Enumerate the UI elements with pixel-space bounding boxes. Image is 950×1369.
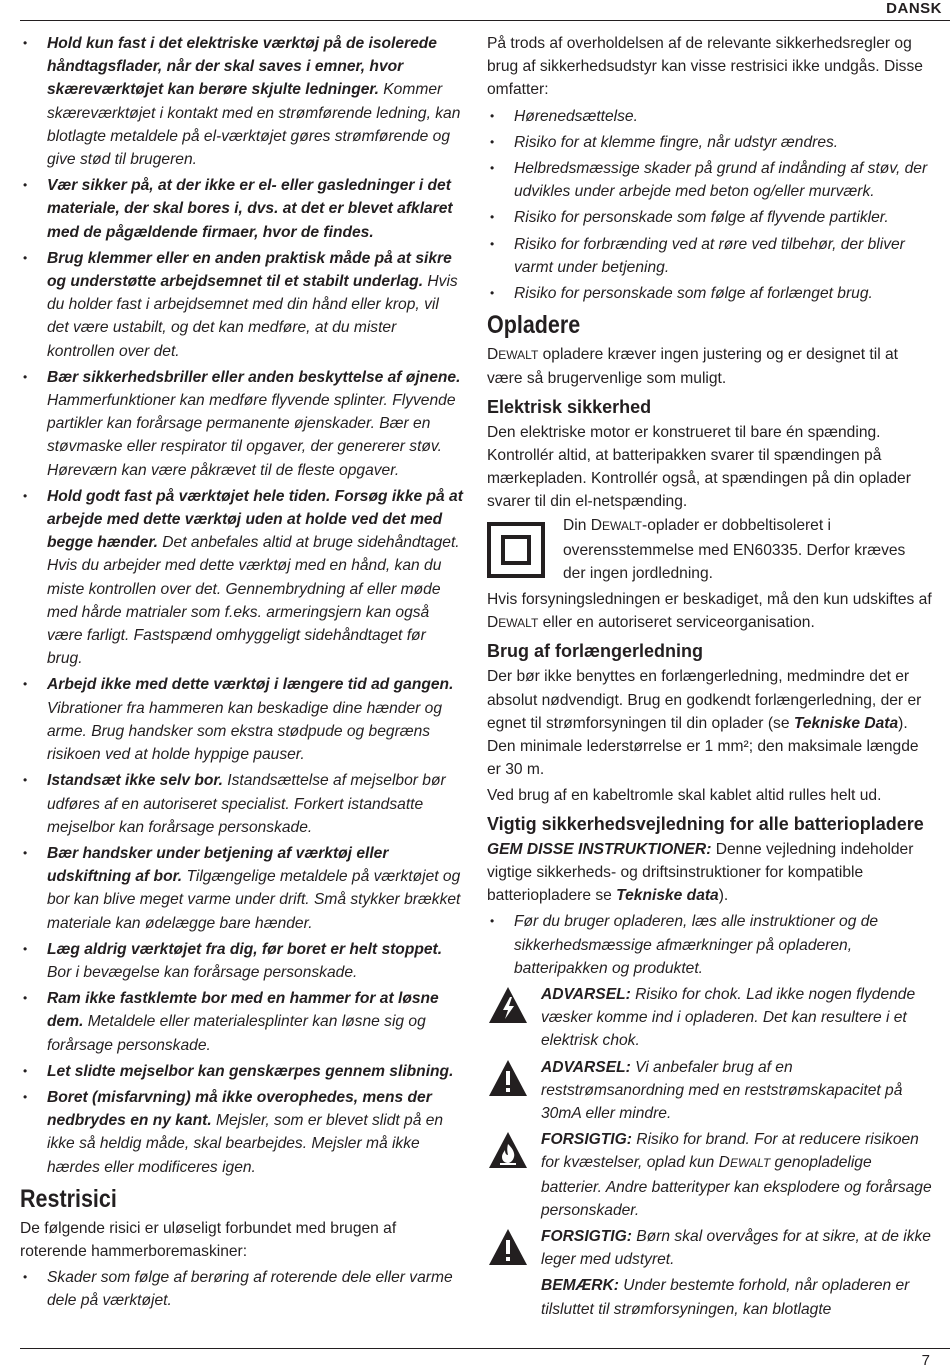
list-item: • Bær sikkerhedsbriller eller anden beskyttelse af øjnene. Hammerfunktioner kan medføre flyvende splinter. Flyvende partikler kan forårsage permanente øjenskader. Bær en støvmaske eller respirator til opgaver, der genererer støv. Høreværn kan være påkrævet til de fleste opgaver. [20, 366, 464, 482]
right-column [487, 32, 932, 1324]
list-item: • Arbejd ikke med dette værktøj i længere tid ad gangen. Vibrationer fra hammeren kan beskadige dine hænder og arme. Brug handsker som ekstra stødpude og begræns risikoen ved at holde hyppige pauser. [20, 673, 464, 766]
risks-intro: På trods af overholdelsen af de relevante sikkerhedsregler og brug af sikkerhedsudstyr kan visse restrisici ikke undgås. Disse omfatter: [487, 35, 923, 99]
warning-item: FORSIGTIG: Risiko for brand. For at reducere risikoen for kvæstelser, oplad kun DEWALT genopladelige batterier. Andre batterityper kan eksplodere og forårsage personskader. [487, 1128, 932, 1222]
left-column [20, 32, 464, 1316]
cord-replacement-text: Hvis forsyningsledningen er beskadiget, må den kun udskiftes af DEWALT eller en autoriseret serviceorganisation. [487, 591, 932, 632]
warning-item: ADVARSEL: Risiko for chok. Lad ikke nogen flydende væsker komme ind i opladeren. Det kan resultere i et elektrisk chok. [487, 983, 932, 1053]
list-item: • Helbredsmæssige skader på grund af indånding af støv, der udvikles under arbejde med beton og/eller murværk. [487, 157, 932, 203]
list-item: • Istandsæt ikke selv bor. Istandsættelse af mejselbor bør udføres af en autoriseret specialist. Forkert istandsatte mejselbor kan forårsage personskade. [20, 769, 464, 839]
page-number: 7 [921, 1352, 930, 1369]
charger-bullet-list [487, 910, 932, 980]
opladere-heading: Opladere [487, 311, 581, 340]
list-item: • Let slidte mejselbor kan genskærpes gennem slibning. [20, 1060, 464, 1083]
safety-bullet-list [20, 32, 464, 1179]
list-item: • Brug klemmer eller en anden praktisk måde på at sikre og understøtte arbejdsemnet til et stabilt underlag. Hvis du holder fast i arbejdsemnet med din hånd eller krop, vil det være ustabilt, og det kan medføre, at du mister kontrollen over det. [20, 247, 464, 363]
list-item: • Boret (misfarvning) må ikke overophedes, mens der nedbrydes en ny kant. Mejsler, som er blevet slidt på en ikke så heldig måde, skal bearbejdes. Mejsler må ikke hærdes eller modificeres igen. [20, 1086, 464, 1179]
warning-item: ADVARSEL: Vi anbefaler brug af en reststrømsanordning med en reststrømskapacitet på 30mA eller mindre. [487, 1056, 932, 1126]
exclamation-warning-icon [487, 1227, 529, 1267]
language-label: DANSK [886, 0, 942, 17]
list-item: • Hold kun fast i det elektriske værktøj på de isolerede håndtagsflader, når der skal saves i emner, hvor skæreværktøjet kan berøre skjulte ledninger. Kommer skæreværktøjet i kontakt med en strømførende ledning, kan blotlagte metaldele på el-værktøjet gøres strømførende og give stød til brugeren. [20, 32, 464, 171]
list-item: • Risiko for personskade som følge af forlænget brug. [487, 282, 932, 305]
electric-shock-warning-icon [487, 985, 529, 1025]
electrical-safety-heading: Elektrisk sikkerhed [487, 396, 652, 417]
fire-warning-icon [487, 1130, 529, 1170]
extension-cord-heading: Brug af forlængerledning [487, 641, 703, 662]
restrisici-intro: De følgende risici er uløseligt forbundet med brugen af roterende hammerboremaskiner: [20, 1219, 397, 1260]
list-item: • Hørenedsættelse. [487, 105, 932, 128]
list-item: • Ram ikke fastklemte bor med en hammer for at løsne dem. Metaldele eller materialesplinter kan løsne sig og forårsage personskade. [20, 987, 464, 1057]
risks-list [487, 105, 932, 306]
double-insulation-text: Din DEWALT-oplader er dobbeltisoleret i overensstemmelse med EN60335. Derfor kræves der ingen jordledning. [563, 517, 906, 582]
restrisici-list [20, 1266, 464, 1312]
list-item: • Risiko for personskade som følge af flyvende partikler. [487, 206, 932, 229]
list-item: • Før du bruger opladeren, læs alle instruktioner og de sikkerhedsmæssige afmærkninger på opladeren, batteripakken og produktet. [487, 910, 932, 980]
list-item: • Hold godt fast på værktøjet hele tiden. Forsøg ikke på at arbejde med dette værktøj uden at holde ved det med begge hænder. Det anbefales altid at bruge sidehåndtaget. Hvis du arbejder med dette værktøj med en hånd, kan du miste kontrollen over det. Gennembrydning af eller møde med hårde matrialer som f.eks. armeringsjern kan også være farligt. Fastspænd omhyggeligt sidehåndtaget før brug. [20, 485, 464, 671]
header-rule [20, 0, 950, 21]
list-item: • Skader som følge af berøring af roterende dele eller varme dele på værktøjet. [20, 1266, 464, 1312]
list-item: • Risiko for at klemme fingre, når udstyr ændres. [487, 131, 932, 154]
electrical-safety-text: Den elektriske motor er konstrueret til bare én spænding. Kontrollér altid, at batteripakken svarer til spændingen på mærkepladen. Kontrollér også, at spændingen på din oplader svarer til din el-netspænding. [487, 423, 911, 511]
list-item: • Vær sikker på, at der ikke er el- eller gasledninger i det materiale, der skal bores i, dvs. at det er blevet afklaret med de pågældende firmaer, hvor de findes. [20, 174, 464, 244]
footer-rule [20, 1348, 950, 1349]
cable-reel-text: Ved brug af en kabeltromle skal kablet altid rulles helt ud. [487, 787, 882, 805]
list-item: • Læg aldrig værktøjet fra dig, før boret er helt stoppet. Bor i bevægelse kan forårsage personskade. [20, 938, 464, 984]
list-item: • Bær handsker under betjening af værktøj eller udskiftning af bor. Tilgængelige metaldele på værktøjet og bor kan blive meget varme under drift. Små stykker brækket materiale kan ødelægge bare hænder. [20, 842, 464, 935]
save-instructions-text: GEM DISSE INSTRUKTIONER: Denne vejledning indeholder vigtige sikkerheds- og driftsinstruktioner for kompatible batteriopladere se Tekniske data). [487, 840, 914, 905]
restrisici-heading: Restrisici [20, 1184, 117, 1213]
double-insulation-row [487, 516, 932, 588]
list-item: • Risiko for forbrænding ved at røre ved tilbehør, der bliver varmt under betjening. [487, 233, 932, 279]
double-insulation-icon [487, 522, 545, 578]
note-item: BEMÆRK: Under bestemte forhold, når opladeren er tilsluttet til strømforsyningen, kan blotlagte [541, 1277, 910, 1318]
exclamation-warning-icon [487, 1058, 529, 1098]
charger-safety-heading: Vigtig sikkerhedsvejledning for alle batteriopladere [487, 813, 924, 834]
extension-cord-text: Der bør ikke benyttes en forlængerledning, medmindre det er absolut nødvendigt. Brug en godkendt forlængerledning, der er egnet til strømforsyningen til din oplader (se Tekniske Data). Den minimale lederstørrelse er 1 mm²; den maksimale længde er 30 m. [487, 668, 922, 779]
opladere-text: DEWALT opladere kræver ingen justering og er designet til at være så brugervenlige som muligt. [487, 346, 899, 388]
warning-item: FORSIGTIG: Børn skal overvåges for at sikre, at de ikke leger med udstyret. [487, 1225, 932, 1271]
